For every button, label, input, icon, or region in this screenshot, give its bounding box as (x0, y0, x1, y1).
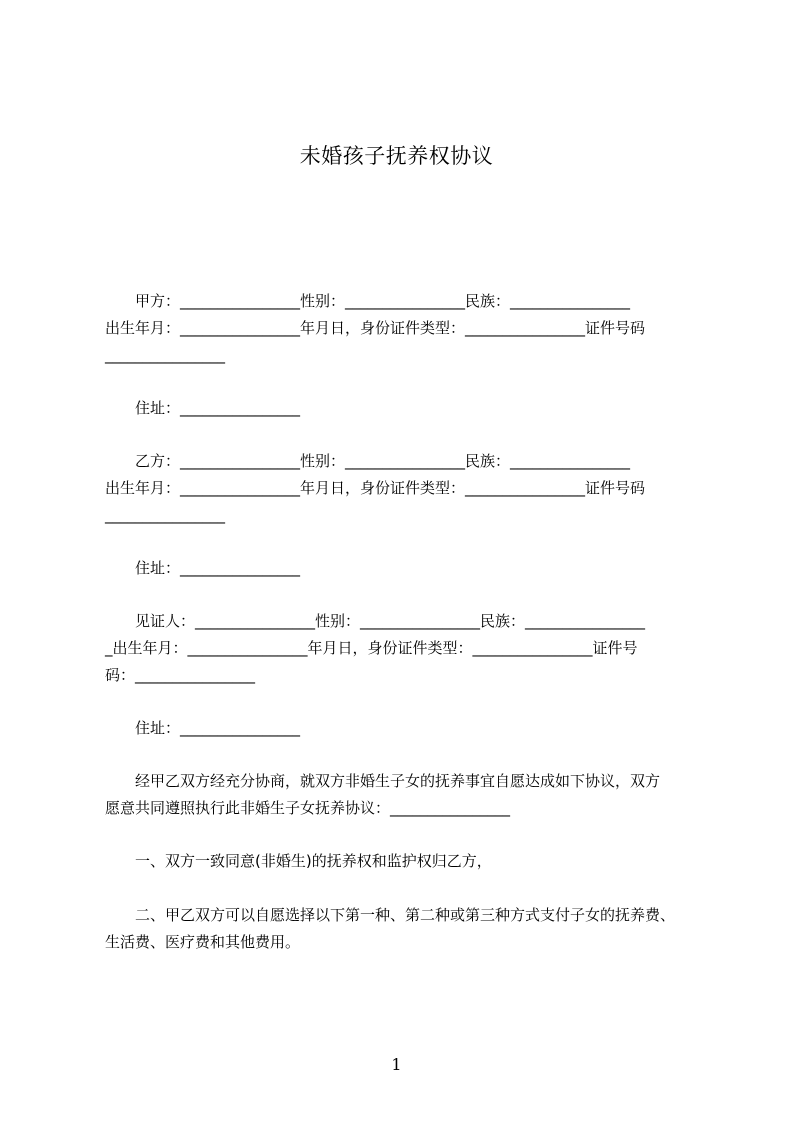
witness-id-number-line: 码：________________ (105, 666, 256, 684)
party-a-id-number-line: ________________ (105, 346, 225, 364)
clause-one: 一、双方一致同意(非婚生)的抚养权和监护权归乙方， (105, 852, 492, 870)
party-a-info-line: 甲方：________________性别：________________民族：________________ (105, 292, 631, 310)
page-number: 1 (391, 1055, 402, 1074)
witness-info-line: 见证人：________________性别：________________民族：________________ (105, 612, 646, 630)
agreement-intro-line-1: 经甲乙双方经充分协商，就双方非婚生子女的抚养事宜自愿达成如下协议，双方 (105, 772, 661, 790)
document-title: 未婚孩子抚养权协议 (299, 144, 494, 168)
party-b-info-line: 乙方：________________性别：________________民族：________________ (105, 452, 631, 470)
witness-birth-id-line: _出生年月：________________年月日，身份证件类型：________________证件号 (105, 639, 638, 657)
witness-address-line: 住址：________________ (105, 719, 301, 737)
clause-two-line-2: 生活费、医疗费和其他费用。 (105, 933, 301, 951)
agreement-intro-line-2: 愿意共同遵照执行此非婚生子女抚养协议：________________ (105, 799, 511, 817)
clause-two-line-1: 二、甲乙双方可以自愿选择以下第一种、第二种或第三种方式支付子女的抚养费、 (105, 906, 676, 924)
party-b-birth-id-line: 出生年月：________________年月日，身份证件类型：________________证件号码 (105, 479, 646, 497)
party-a-birth-id-line: 出生年月：________________年月日，身份证件类型：________________证件号码 (105, 319, 646, 337)
party-b-id-number-line: ________________ (105, 506, 225, 524)
party-a-address-line: 住址：________________ (105, 399, 301, 417)
party-b-address-line: 住址：________________ (105, 559, 301, 577)
